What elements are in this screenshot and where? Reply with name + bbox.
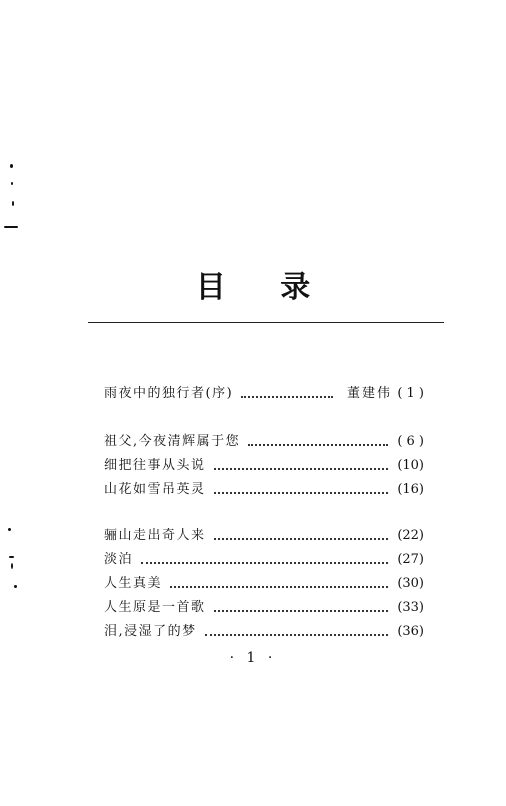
toc-entry-4[interactable] bbox=[104, 480, 424, 500]
toc-entry-title: 祖父,今夜清辉属于您 bbox=[104, 434, 241, 449]
title-divider bbox=[88, 322, 444, 323]
toc-entry-title: 泪,浸湿了的梦 bbox=[104, 624, 197, 639]
page-title: 目 录 bbox=[195, 270, 333, 305]
toc-entry-page: (10) bbox=[397, 458, 424, 473]
scan-speck bbox=[12, 201, 14, 206]
toc-entry-title: 雨夜中的独行者(序) bbox=[104, 386, 234, 401]
dot-leader bbox=[248, 444, 388, 446]
toc-entry-page: (36) bbox=[397, 624, 424, 639]
dot-leader bbox=[214, 538, 388, 540]
dot-leader bbox=[241, 396, 333, 398]
scan-speck bbox=[10, 164, 13, 168]
toc-entry-page: (30) bbox=[397, 576, 424, 591]
toc-entry-3[interactable] bbox=[104, 456, 424, 476]
toc-entry-page: (33) bbox=[397, 600, 424, 615]
toc-entry-title: 骊山走出奇人来 bbox=[104, 528, 206, 543]
scan-speck bbox=[14, 585, 17, 588]
toc-entry-page: ( 1 ) bbox=[397, 386, 424, 401]
toc-entry-title: 细把往事从头说 bbox=[104, 458, 206, 473]
toc-entry-title: 山花如雪吊英灵 bbox=[104, 482, 206, 497]
toc-entry-page: (27) bbox=[397, 552, 424, 567]
toc-entry-page: (16) bbox=[397, 482, 424, 497]
toc-entry-1[interactable] bbox=[104, 384, 424, 404]
dot-leader bbox=[170, 586, 388, 588]
scan-speck bbox=[4, 226, 18, 228]
scan-speck bbox=[8, 528, 11, 531]
dot-leader bbox=[214, 468, 388, 470]
toc-entry-title: 人生真美 bbox=[104, 576, 163, 591]
dot-leader bbox=[214, 492, 388, 494]
toc-entry-page: ( 6 ) bbox=[397, 434, 424, 449]
toc-entry-9[interactable] bbox=[104, 622, 424, 642]
scan-speck bbox=[9, 556, 14, 558]
scan-speck bbox=[11, 182, 13, 185]
toc-entry-author: 董建伟 bbox=[346, 386, 392, 401]
dot-leader bbox=[141, 562, 388, 564]
toc-entry-2[interactable] bbox=[104, 432, 424, 452]
toc-entry-7[interactable] bbox=[104, 574, 424, 594]
toc-entry-page: (22) bbox=[397, 528, 424, 543]
toc-entry-6[interactable] bbox=[104, 550, 424, 570]
toc-entry-5[interactable] bbox=[104, 526, 424, 546]
toc-entry-title: 淡泊 bbox=[104, 552, 134, 567]
dot-leader bbox=[205, 634, 388, 636]
dot-leader bbox=[214, 610, 388, 612]
toc-entry-title: 人生原是一首歌 bbox=[104, 600, 206, 615]
scan-speck bbox=[11, 563, 13, 569]
toc-entry-8[interactable] bbox=[104, 598, 424, 618]
page-number: · 1 · bbox=[229, 650, 277, 666]
